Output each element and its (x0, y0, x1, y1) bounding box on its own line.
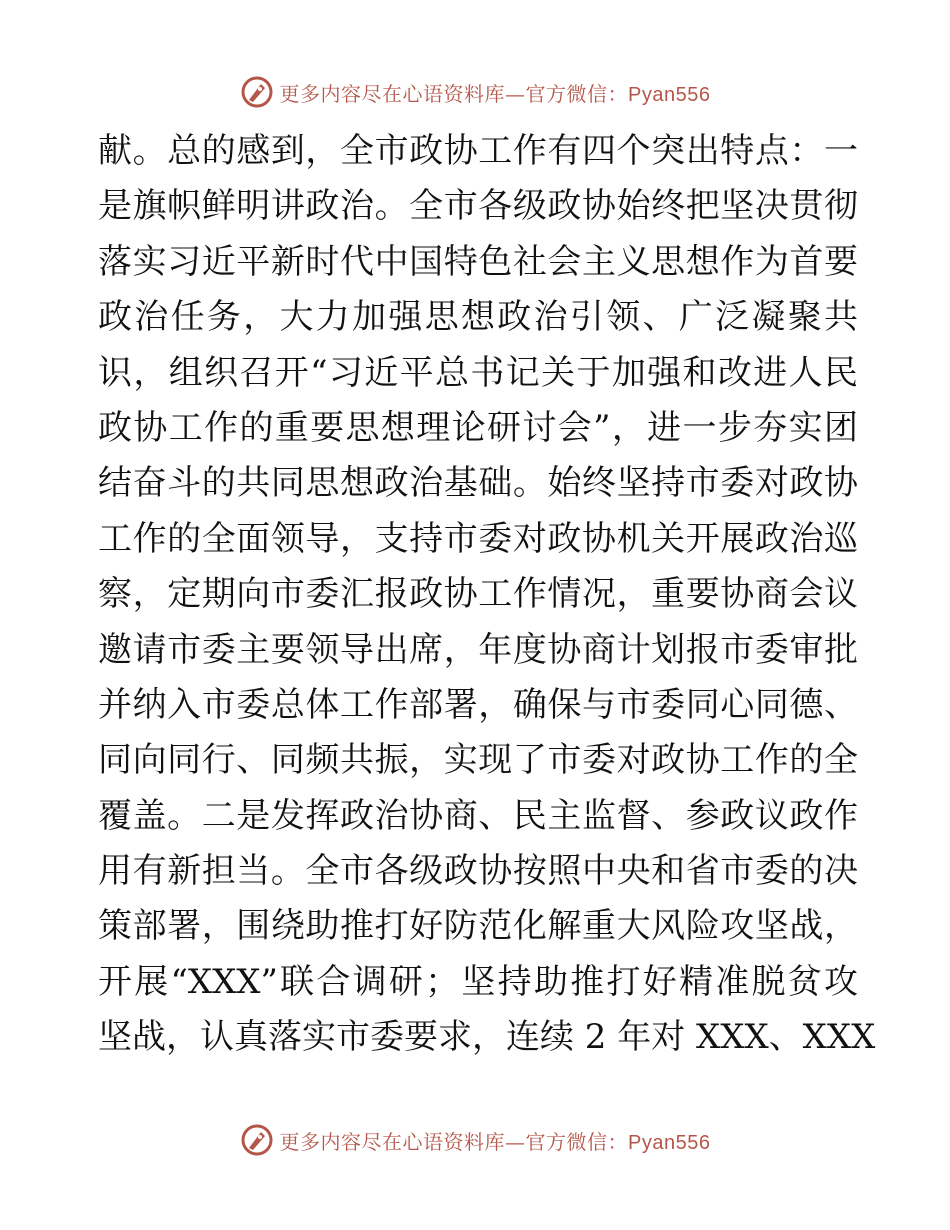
text-line: 邀请市委主要领导出席，年度协商计划报市委审批 (98, 629, 858, 670)
text-line: 坚战，认真落实市委要求，连续 2 年对 XXX、XXX (98, 1017, 876, 1058)
header-watermark (0, 72, 950, 112)
text-line: 并纳入市委总体工作部署，确保与市委同心同德、 (98, 684, 858, 725)
text-line: 献。总的感到，全市政协工作有四个突出特点：一 (98, 131, 858, 171)
text-line: 察，定期向市委汇报政协工作情况，重要协商会议 (98, 574, 858, 615)
text-line: 结奋斗的共同思想政治基础。始终坚持市委对政协 (98, 463, 858, 504)
watermark-label: 更多内容尽在心语资料库—官方微信：Pyan556 (279, 81, 711, 106)
text-line: 落实习近平新时代中国特色社会主义思想作为首要 (98, 241, 858, 282)
text-line: 同向同行、同频共振，实现了市委对政协工作的全 (98, 740, 858, 781)
text-line: 用有新担当。全市各级政协按照中央和省市委的决 (98, 851, 858, 892)
footer-watermark (0, 1120, 950, 1160)
text-line: 政协工作的重要思想理论研讨会”，进一步夯实团 (98, 407, 858, 448)
text-line: 策部署，围绕助推打好防范化解重大风险攻坚战， (98, 906, 858, 947)
text-line: 覆盖。二是发挥政治协商、民主监督、参政议政作 (98, 795, 858, 836)
text-line: 工作的全面领导，支持市委对政协机关开展政治巡 (98, 518, 858, 559)
text-line: 开展“XXX”联合调研；坚持助推打好精准脱贫攻 (98, 961, 858, 1002)
watermark-label: 更多内容尽在心语资料库—官方微信：Pyan556 (279, 1129, 711, 1154)
text-line: 识，组织召开“习近平总书记关于加强和改进人民 (98, 352, 858, 393)
pen-nib-icon (240, 75, 274, 109)
text-line: 政治任务，大力加强思想政治引领、广泛凝聚共 (98, 297, 858, 338)
document-body (98, 124, 876, 1066)
pen-nib-icon (240, 1123, 274, 1157)
text-line: 是旗帜鲜明讲政治。全市各级政协始终把坚决贯彻 (98, 186, 858, 227)
